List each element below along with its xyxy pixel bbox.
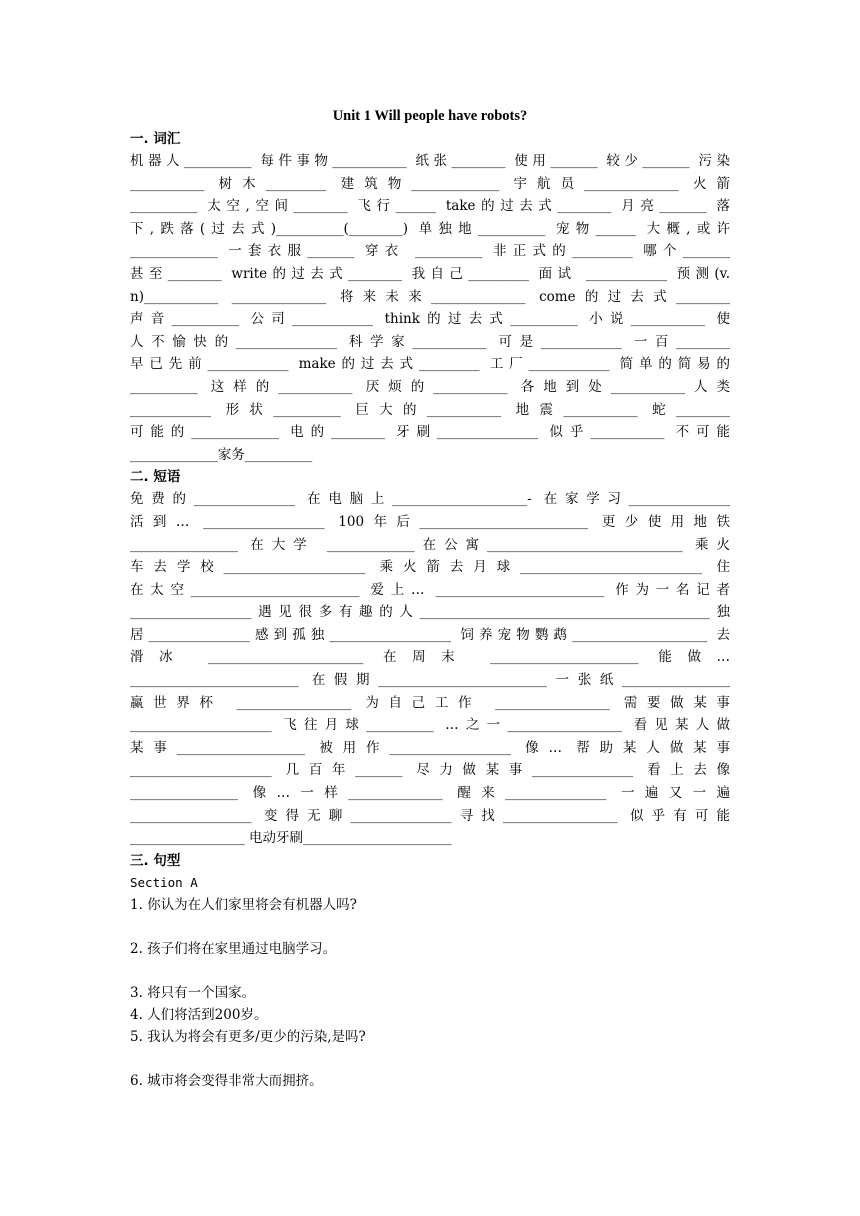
phrase-line: 滑冰 _______________________ 在周末 ______________________ 能做… bbox=[130, 649, 730, 666]
phrase-line: 赢世界杯 _________________ 为自己工作 _________________ 需要做某事 bbox=[130, 694, 730, 711]
section-a-label: Section A bbox=[130, 874, 198, 890]
vocab-line: 机器人__________ 每件事物___________ 纸张________ 使用_______ 较少_______ 污染 bbox=[130, 153, 730, 169]
vocab-line: __________ 这样的___________ 厌烦的___________ 各地到处___________人类 bbox=[130, 378, 730, 395]
phrase-line: _________________ 电动牙刷______________________ bbox=[130, 830, 452, 847]
vocab-line: 人不愉快的_______________ 科学家___________ 可是____________ 一百________ bbox=[130, 333, 730, 350]
vocab-line: _____________家务__________ bbox=[130, 446, 313, 463]
phrase-line: 在太空_________________________ 爱上… _________________________ 作为一名记者 bbox=[130, 581, 730, 598]
vocab-line: 甚至________ write的过去式________ 我自己_________ 面试 ____________ 预测(v. bbox=[130, 265, 730, 282]
vocab-heading: 一. 词汇 bbox=[130, 131, 181, 147]
sentence-item: 6. 城市将会变得非常大而拥挤。 bbox=[130, 1072, 323, 1089]
phrase-line: 车去学校_____________________ 乘火箭去月球___________________________ 住 bbox=[130, 559, 730, 576]
worksheet-title: Unit 1 Will people have robots? bbox=[332, 108, 528, 124]
vocab-line: 下,跌落(过去式)__________(________) 单独地__________ 宠物______ 大概,或许 bbox=[130, 220, 730, 237]
phrase-line: ________________ 像…一样______________ 醒来_______________ 一遍又一遍 bbox=[130, 785, 730, 802]
vocab-block bbox=[130, 150, 730, 466]
phrases-block bbox=[130, 488, 730, 850]
sentences-block bbox=[130, 894, 730, 1092]
phrase-line: 免费的_______________ 在电脑上____________________- 在家学习_______________ bbox=[130, 491, 730, 508]
answer-space bbox=[130, 960, 730, 982]
vocab-line: __________ 太空,空间________ 飞行______ take的过去式________ 月亮_______ 落 bbox=[130, 198, 730, 215]
sentences-heading: 三. 句型 bbox=[130, 852, 181, 869]
sentence-item: 3. 将只有一个国家。 bbox=[130, 984, 256, 1001]
sentence-item: 5. 我认为将会有更多/更少的污染,是吗? bbox=[130, 1028, 366, 1045]
vocab-line: ____________ 形状__________ 巨大的___________ 地震___________ 蛇________ bbox=[130, 401, 730, 418]
phrase-line: __________________ 变得无聊_______________寻找_________________ 似乎有可能 bbox=[130, 807, 730, 824]
phrases-heading: 二. 短语 bbox=[130, 469, 181, 486]
worksheet-page bbox=[130, 104, 730, 1092]
vocab-line: 可能的_____________ 电的________ 牙刷_______________ 似乎___________ 不可能 bbox=[130, 424, 730, 441]
phrase-line: 某事___________________ 被用作__________________ 像… 帮助某人做某事 bbox=[130, 739, 730, 756]
sentence-item: 4. 人们将活到200岁。 bbox=[130, 1006, 268, 1023]
answer-space bbox=[130, 916, 730, 938]
sentence-item: 1. 你认为在人们家里将会有机器人吗? bbox=[130, 896, 357, 913]
phrase-line: _____________________ 飞往月球__________ …之一_________________ 看见某人做 bbox=[130, 717, 730, 734]
vocab-line: _____________ 一套衣服_______ 穿衣 __________ 非正式的_________ 哪个_______ bbox=[130, 243, 730, 260]
vocab-line: 声音__________ 公司____________ think的过去式__________ 小说___________ 使 bbox=[130, 311, 730, 328]
vocab-line: n)___________ ______________ 将来未来______________ come的过去式________ bbox=[130, 288, 730, 305]
phrase-line: _____________________ 几百年_______ 尽力做某事_______________ 看上去像 bbox=[130, 762, 730, 779]
phrase-line: __________________遇见很多有趣的人___________________________________________独 bbox=[130, 604, 730, 621]
phrase-line: 活到… __________________ 100年后_________________________ 更少使用地铁 bbox=[130, 513, 730, 530]
sentence-item: 2. 孩子们将在家里通过电脑学习。 bbox=[130, 940, 337, 957]
vocab-line: ___________ 树木_________ 建筑物_____________ 宇航员______________ 火箭 bbox=[130, 175, 730, 192]
answer-space bbox=[130, 1048, 730, 1070]
vocab-line: 早已先前____________ make的过去式_________ 工厂____________ 简单的简易的 bbox=[130, 356, 730, 373]
phrase-line: 居_______________感到孤独__________________ 饲养宠物鹦鹉____________________ 去 bbox=[130, 626, 730, 643]
phrase-line: ________________ 在大学 _____________在公寓_____________________________ 乘火 bbox=[130, 536, 730, 553]
phrase-line: _________________________ 在假期_________________________一张纸________________ bbox=[130, 672, 730, 689]
